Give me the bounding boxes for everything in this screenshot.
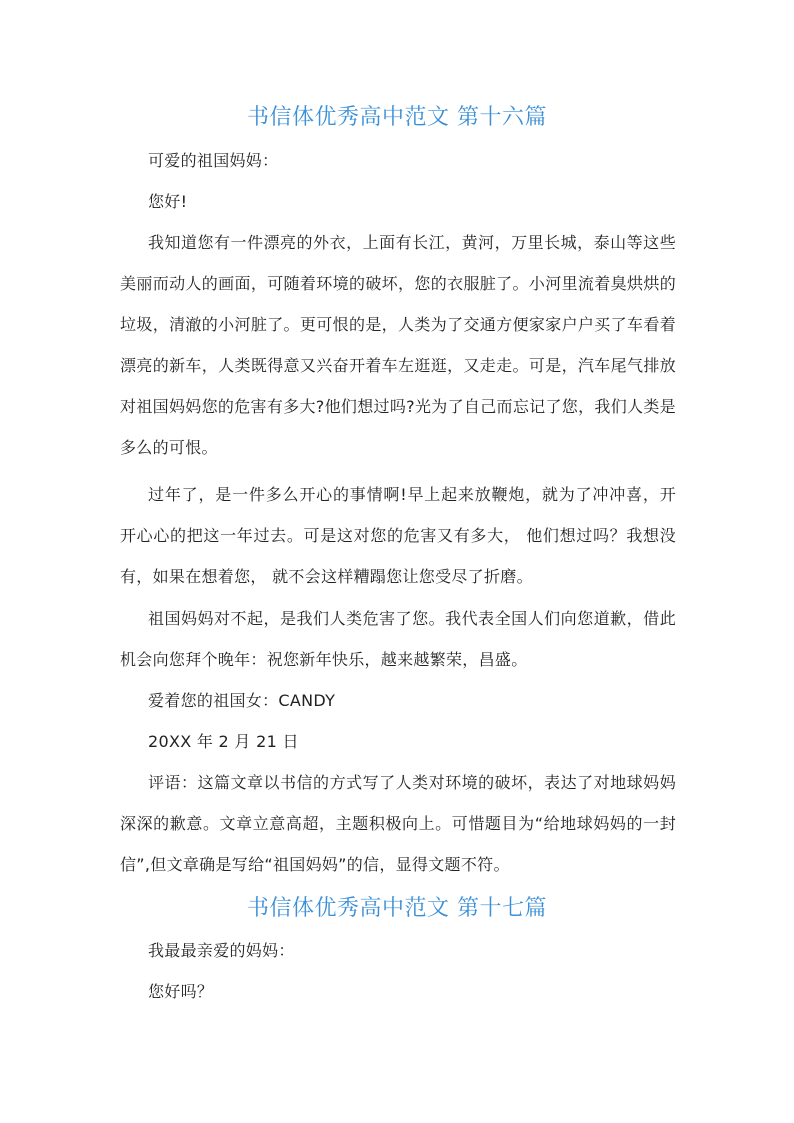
salutation-2: 我最最亲爱的妈妈： [148,941,295,960]
body-paragraph-3: 祖国妈妈对不起，是我们人类危害了您。我代表全国人们向您道歉，借此机会向您拜个晚年：祝您新年快乐，越来越繁荣，昌盛。 [120,609,676,669]
greeting-2: 您好吗？ [148,982,214,1001]
letter-date: 20XX 年 2 月 21 日 [148,732,299,751]
body-paragraph-1: 我知道您有一件漂亮的外衣，上面有长江，黄河，万里长城，泰山等这些美丽而动人的画面，可随着环境的破坏，您的衣服脏了。小河里流着臭烘烘的垃圾，清澈的小河脏了。更可恨的是，人类为了交通方便家家户户买了车看着漂亮的新车，人类既得意又兴奋开着车左逛逛，又走走。可是，汽车尾气排放对祖国妈妈您的危害有多大?他们想过吗?光为了自己而忘记了您，我们人类是多么的可恨。 [120,233,676,457]
salutation: 可爱的祖国妈妈： [148,151,279,170]
section-title-16: 书信体优秀高中范文 第十六篇 [247,105,547,130]
greeting: 您好! [148,192,188,211]
section-title-17: 书信体优秀高中范文 第十七篇 [247,896,547,921]
comment-paragraph: 评语：这篇文章以书信的方式写了人类对环境的破坏，表达了对地球妈妈深深的歉意。文章立意高超，主题积极向上。可惜题目为“给地球妈妈的一封信”,但文章确是写给“祖国妈妈”的信，显得文题不符。 [120,773,676,874]
body-paragraph-2: 过年了，是一件多么开心的事情啊!早上起来放鞭炮，就为了冲冲喜，开开心心的把这一年过去。可是这对您的危害又有多大， 他们想过吗？我想没有，如果在想着您， 就不会这样糟蹋您让您受尽了折磨。 [120,485,676,586]
signature: 爱着您的祖国女：CANDY [148,691,336,710]
